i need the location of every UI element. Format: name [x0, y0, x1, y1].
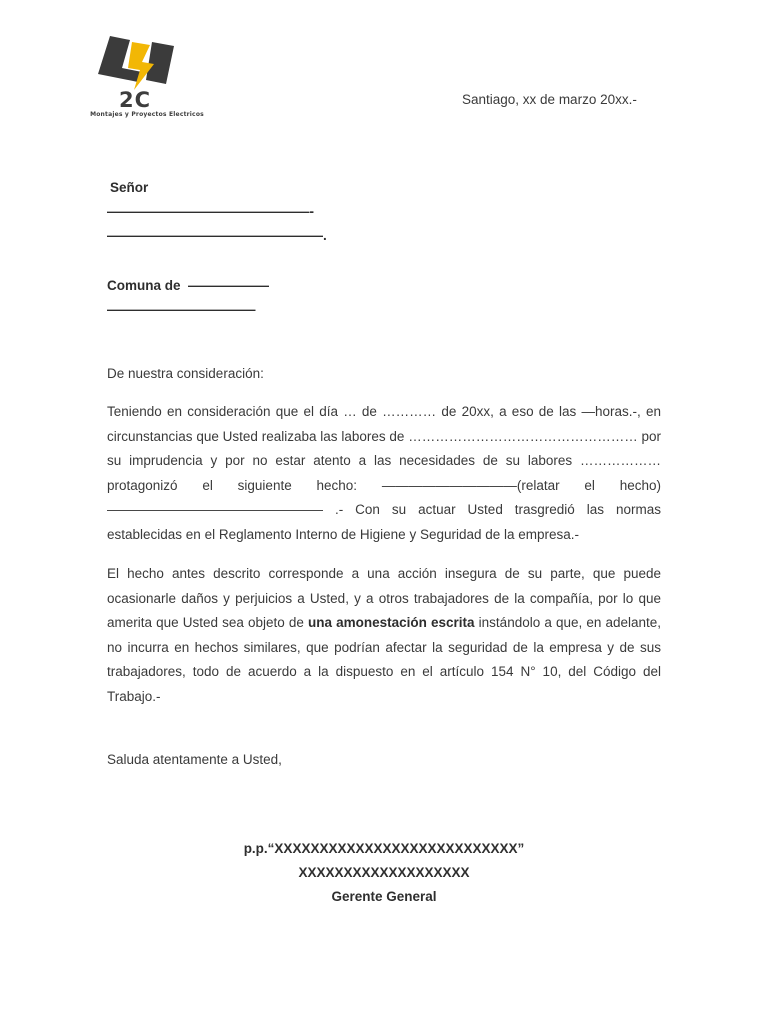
letter-date: Santiago, xx de marzo 20xx.-: [462, 92, 637, 107]
comuna-block: [107, 274, 269, 322]
paragraph-reprimand-start: El hecho antes descrito corresponde a una acción insegura de su parte, que puede ocasionarle daños y perjuicios a Usted, y a otros trabajadores de la compañía, por lo que amerita que Usted sea objeto de: [107, 566, 661, 631]
logo-tagline: Montajes y Proyectos Electricos: [90, 111, 204, 118]
comuna-extra-blank: ———————————: [107, 302, 256, 317]
closing-line: Saluda atentamente a Usted,: [107, 752, 282, 767]
paragraph-reprimand: [107, 562, 661, 710]
reprimand-emphasis: una amonestación escrita: [308, 615, 475, 631]
comuna-line: [107, 274, 269, 298]
comuna-blank: ——————: [188, 278, 270, 293]
recipient-block: [107, 176, 327, 248]
signature-pp-line: p.p.“XXXXXXXXXXXXXXXXXXXXXXXXXXX”: [243, 841, 525, 856]
recipient-salutation: Señor: [110, 180, 149, 195]
signature-name-line: XXXXXXXXXXXXXXXXXXX: [298, 865, 470, 880]
paragraph-incident: Teniendo en consideración que el día … de ………… de 20xx, a eso de las —horas.-, en circunstancias que Usted realizaba las labores de …………………………………………… por su imprudencia y por no estar atento a las necesidades de su labores ……………… protagonizó el siguiente hecho: ——————————(relatar el hecho) ———————————————— .- Con su actuar Usted trasgredió las normas establecidas en el Reglamento Interno de Higiene y Seguridad de la empresa.-: [107, 404, 661, 542]
company-logo: [72, 32, 222, 124]
signature-title: Gerente General: [331, 889, 437, 904]
paragraph-reprimand-end: instándolo a que, en adelante, no incurra en hechos similares, que podrían afectar la seguridad de la empresa y de sus trabajadores, todo de acuerdo a la dispuesto en el artículo 154 N° 10, del Código del Trabajo.-: [107, 615, 662, 704]
logo-letters: 2C: [118, 88, 152, 112]
recipient-name-blank: ———————————————-: [107, 204, 314, 219]
signature-block: [107, 837, 661, 909]
recipient-address-blank: ————————————————.: [107, 228, 327, 243]
comuna-label: Comuna de: [107, 278, 181, 293]
greeting: De nuestra consideración:: [107, 366, 264, 381]
